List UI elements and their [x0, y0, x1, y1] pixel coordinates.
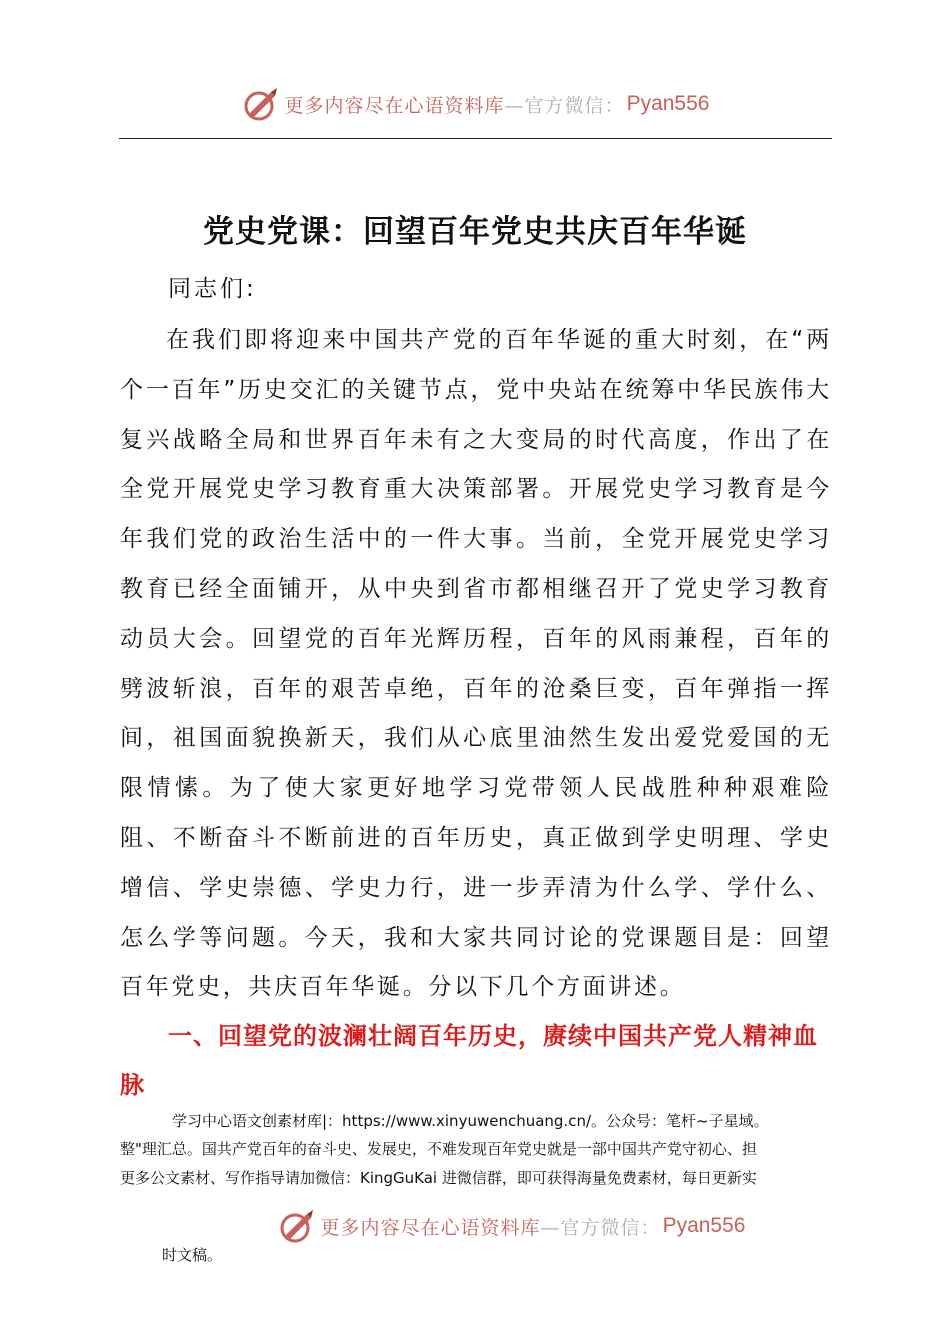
- promo-line: 整"理汇总。国共产党百年的奋斗史、发展史，不难发现百年党史就是一部中国共产党守初心、担: [120, 1140, 757, 1158]
- promo-line: 时文稿。: [162, 1246, 223, 1264]
- salutation: 同志们:: [168, 276, 257, 302]
- banner-logo: [241, 84, 710, 124]
- banner-slogan: 更多内容尽在心语资料库: [320, 1216, 541, 1239]
- banner-wechat-id: Pyan556: [626, 92, 710, 115]
- banner-brand: —官方微信：: [504, 94, 625, 117]
- promo-line: 更多公文素材、写作指导请加微信：KingGuKai 进微信群，即可获得海量免费素材，每日更新实: [120, 1169, 757, 1187]
- document-title: 党史党课：回望百年党史共庆百年华诞: [203, 213, 747, 250]
- bottom-banner: [36, 1202, 950, 1250]
- banner-logo: [277, 1206, 746, 1246]
- pen-logo-icon: [241, 84, 281, 124]
- banner-brand: —官方微信：: [540, 1216, 661, 1239]
- body-paragraph: 在我们即将迎来中国共产党的百年华诞的重大时刻，在“两个一百年”历史交汇的关键节点，党中央站在统筹中华民族伟大复兴战略全局和世界百年未有之大变局的时代高度，作出了在全党开展党史学习教育重大决策部署。开展党史学习教育是今年我们党的政治生活中的一件大事。当前，全党开展党史学习教育已经全面铺开，从中央到省市都相继召开了党史学习教育动员大会。回望党的百年光辉历程，百年的风雨兼程，百年的劈波斩浪，百年的艰苦卓绝，百年的沧桑巨变，百年弹指一挥间，祖国面貌换新天，我们从心底里油然生发出爱党爱国的无限情愫。为了使大家更好地学习党带领人民战胜种种艰难险阻、不断奋斗不断前进的百年历史，真正做到学史明理、学史增信、学史崇德、学史力行，进一步弄清为什么学、学什么、怎么学等问题。今天，我和大家共同讨论的党课题目是：回望百年党史，共庆百年华诞。分以下几个方面讲述。: [120, 327, 832, 1001]
- pen-logo-icon: [277, 1206, 317, 1246]
- top-banner: [0, 80, 950, 128]
- section-heading: 一、回望党的波澜壮阔百年历史，赓续中国共产党人精神血脉: [120, 1022, 818, 1099]
- header-divider: [119, 138, 832, 139]
- banner-wechat-id: Pyan556: [662, 1214, 746, 1237]
- banner-slogan: 更多内容尽在心语资料库: [284, 94, 505, 117]
- promo-line: 学习中心语文创素材库|：https://www.xinyuwenchuang.cn/。公众号：笔杆~子星域。: [172, 1112, 769, 1130]
